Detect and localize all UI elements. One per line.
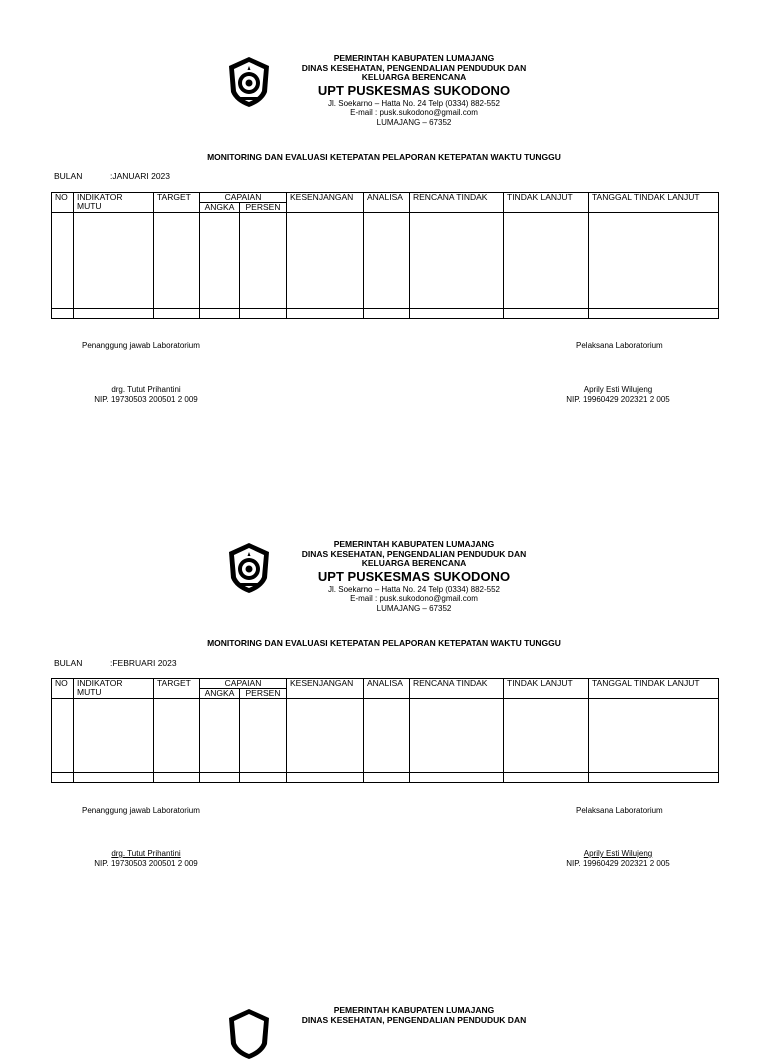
bulan-label: BULAN [54,658,83,668]
kop-line-3: KELUARGA BERENCANA [361,72,467,82]
bulan-row [54,171,170,181]
col-rencana: RENCANA TINDAK [410,193,504,213]
sig-left-title: Penanggung jawab Laboratorium [82,806,200,815]
col-target: TARGET [154,193,200,213]
sig-left-name: drg. Tutut Prihantini [111,385,181,394]
doc-title: MONITORING DAN EVALUASI KETEPATAN PELAPORAN KETEPATAN WAKTU TUNGGU [207,638,561,648]
sig-left-block [76,385,216,404]
kop-line-1: PEMERINTAH KABUPATEN LUMAJANG [333,53,495,63]
sig-left-block [76,849,216,868]
col-persen: PERSEN [240,689,287,699]
sig-right-nip: NIP. 19960429 202321 2 005 [566,858,670,868]
kop-email: E-mail : pusk.sukodono@gmail.com [350,594,478,603]
monitoring-table [51,192,719,319]
table-row [52,699,719,773]
col-angka: ANGKA [200,203,240,213]
col-rencana: RENCANA TINDAK [410,679,504,699]
col-indikator: INDIKATOR MUTU [74,193,154,213]
sig-right-name: Aprily Esti Wilujeng [583,849,653,858]
kop-line-2: DINAS KESEHATAN, PENGENDALIAN PENDUDUK DAN [301,548,527,559]
table-row [52,213,719,309]
monitoring-table [51,678,719,783]
kop-line-1: PEMERINTAH KABUPATEN LUMAJANG [333,539,495,549]
kop-line-2: DINAS KESEHATAN, PENGENDALIAN PENDUDUK DAN [301,62,527,73]
col-target: TARGET [154,679,200,699]
sig-right-title: Pelaksana Laboratorium [576,341,663,350]
bulan-value: :JANUARI 2023 [110,171,170,181]
kop-line-1: PEMERINTAH KABUPATEN LUMAJANG [333,1005,495,1015]
col-kesenjangan: KESENJANGAN [287,679,364,699]
kop-line-3: KELUARGA BERENCANA [361,558,467,568]
col-tindak-lanjut: TINDAK LANJUT [504,193,589,213]
kop-line-2: DINAS KESEHATAN, PENGENDALIAN PENDUDUK DAN [301,1014,527,1025]
kop-title: UPT PUSKESMAS SUKODONO [317,568,511,584]
kop-city: LUMAJANG – 67352 [376,117,452,127]
sig-right-nip: NIP. 19960429 202321 2 005 [566,394,670,404]
col-capaian: CAPAIAN [200,679,287,689]
sig-right-block [558,385,678,404]
kop-title: UPT PUSKESMAS SUKODONO [317,82,511,98]
kop-address: Jl. Soekarno – Hatta No. 24 Telp (0334) 882-552 [328,98,500,108]
table-row [52,309,719,319]
sig-left-title: Penanggung jawab Laboratorium [82,341,200,350]
bulan-row [54,658,177,668]
col-analisa: ANALISA [364,679,410,699]
kop-email: E-mail : pusk.sukodono@gmail.com [350,108,478,117]
col-tindak-lanjut: TINDAK LANJUT [504,679,589,699]
bulan-value: :FEBRUARI 2023 [110,658,177,668]
doc-title: MONITORING DAN EVALUASI KETEPATAN PELAPORAN KETEPATAN WAKTU TUNGGU [207,152,561,162]
kop-address: Jl. Soekarno – Hatta No. 24 Telp (0334) 882-552 [328,584,500,594]
col-no: NO [52,193,74,213]
table-row [52,773,719,783]
sig-left-name: drg. Tutut Prihantini [111,849,181,858]
col-persen: PERSEN [240,203,287,213]
col-tanggal: TANGGAL TINDAK LANJUT [589,193,719,213]
col-angka: ANGKA [200,689,240,699]
col-tanggal: TANGGAL TINDAK LANJUT [589,679,719,699]
sig-right-block [558,849,678,868]
kop-city: LUMAJANG – 67352 [376,603,452,613]
col-analisa: ANALISA [364,193,410,213]
sig-left-nip: NIP. 19730503 200501 2 009 [94,858,198,868]
col-indikator: INDIKATOR MUTU [74,679,154,699]
sig-right-name: Aprily Esti Wilujeng [583,385,653,394]
col-capaian: CAPAIAN [200,193,287,203]
bulan-label: BULAN [54,171,83,181]
col-kesenjangan: KESENJANGAN [287,193,364,213]
sig-left-nip: NIP. 19730503 200501 2 009 [94,394,198,404]
col-no: NO [52,679,74,699]
sig-right-title: Pelaksana Laboratorium [576,806,663,815]
